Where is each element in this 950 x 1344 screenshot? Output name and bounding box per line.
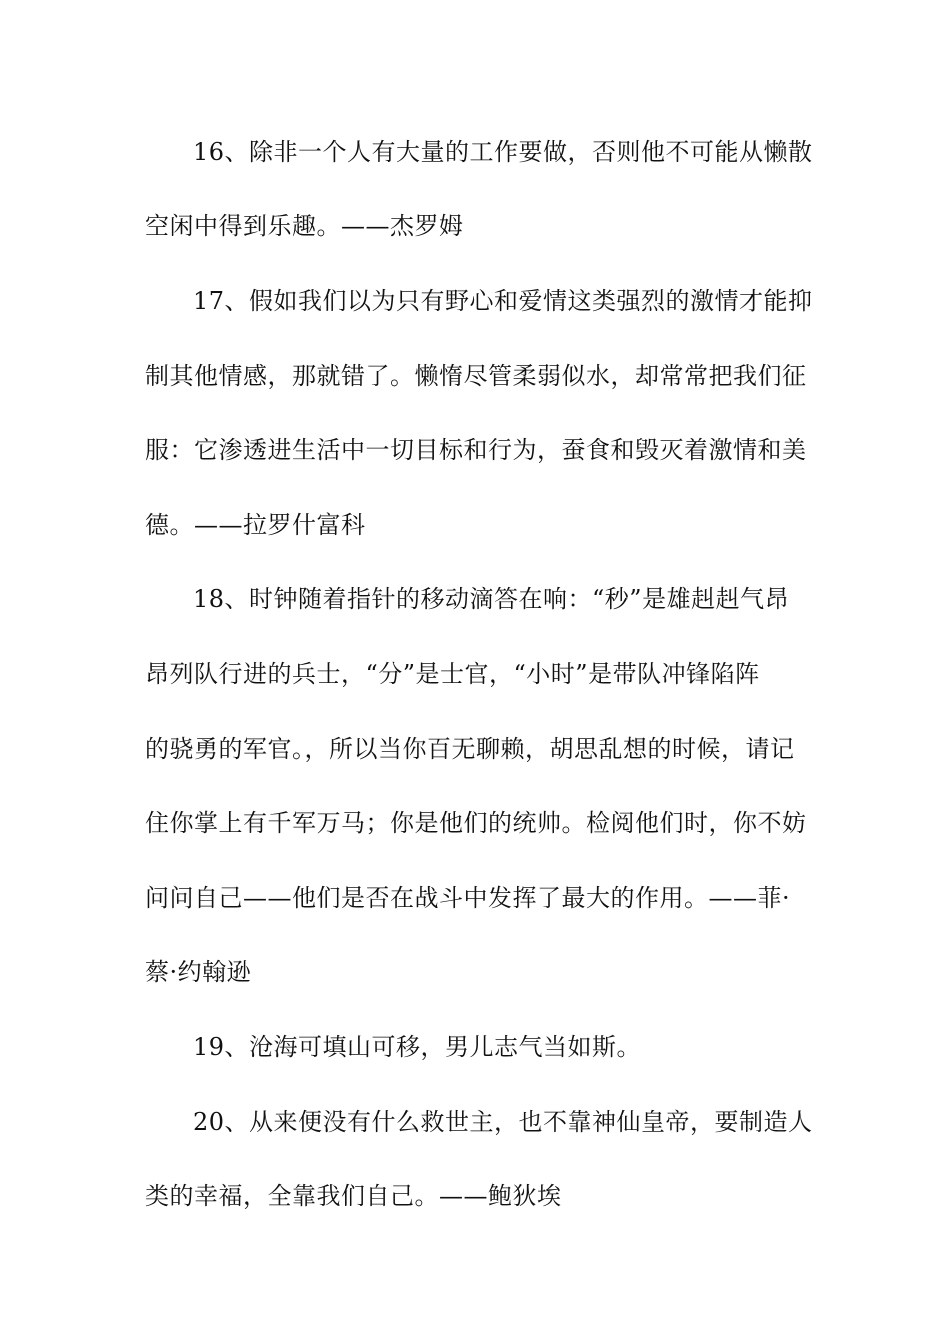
paragraph-18-line-6: 蔡·约翰逊 bbox=[145, 958, 252, 986]
paragraph-16-line-2: 空闲中得到乐趣。——杰罗姆 bbox=[145, 212, 464, 240]
paragraph-18-line-3: 的骁勇的军官。，所以当你百无聊赖，胡思乱想的时候，请记 bbox=[145, 735, 795, 763]
paragraph-17-line-2: 制其他情感，那就错了。懒惰尽管柔弱似水，却常常把我们征 bbox=[145, 362, 807, 390]
paragraph-18-line-1: 18、时钟随着指针的移动滴答在响：“秒”是雄赳赳气昂 bbox=[193, 585, 790, 613]
paragraph-20-line-2: 类的幸福，全靠我们自己。——鲍狄埃 bbox=[145, 1182, 562, 1210]
paragraph-20-line-1: 20、从来便没有什么救世主，也不靠神仙皇帝，要制造人 bbox=[193, 1108, 813, 1136]
paragraph-19-line-1: 19、沧海可填山可移，男儿志气当如斯。 bbox=[193, 1033, 642, 1061]
paragraph-16-line-1: 16、除非一个人有大量的工作要做，否则他不可能从懒散 bbox=[193, 138, 813, 166]
paragraph-18-line-4: 住你掌上有千军万马；你是他们的统帅。检阅他们时，你不妨 bbox=[145, 809, 807, 837]
paragraph-18-line-5: 问问自己——他们是否在战斗中发挥了最大的作用。——菲· bbox=[145, 884, 791, 912]
paragraph-17-line-1: 17、假如我们以为只有野心和爱情这类强烈的激情才能抑 bbox=[193, 287, 813, 315]
paragraph-17-line-3: 服：它渗透进生活中一切目标和行为，蚕食和毁灭着激情和美 bbox=[145, 436, 807, 464]
paragraph-17-line-4: 德。——拉罗什富科 bbox=[145, 511, 366, 539]
paragraph-18-line-2: 昂列队行进的兵士，“分”是士官，“小时”是带队冲锋陷阵 bbox=[145, 660, 760, 688]
